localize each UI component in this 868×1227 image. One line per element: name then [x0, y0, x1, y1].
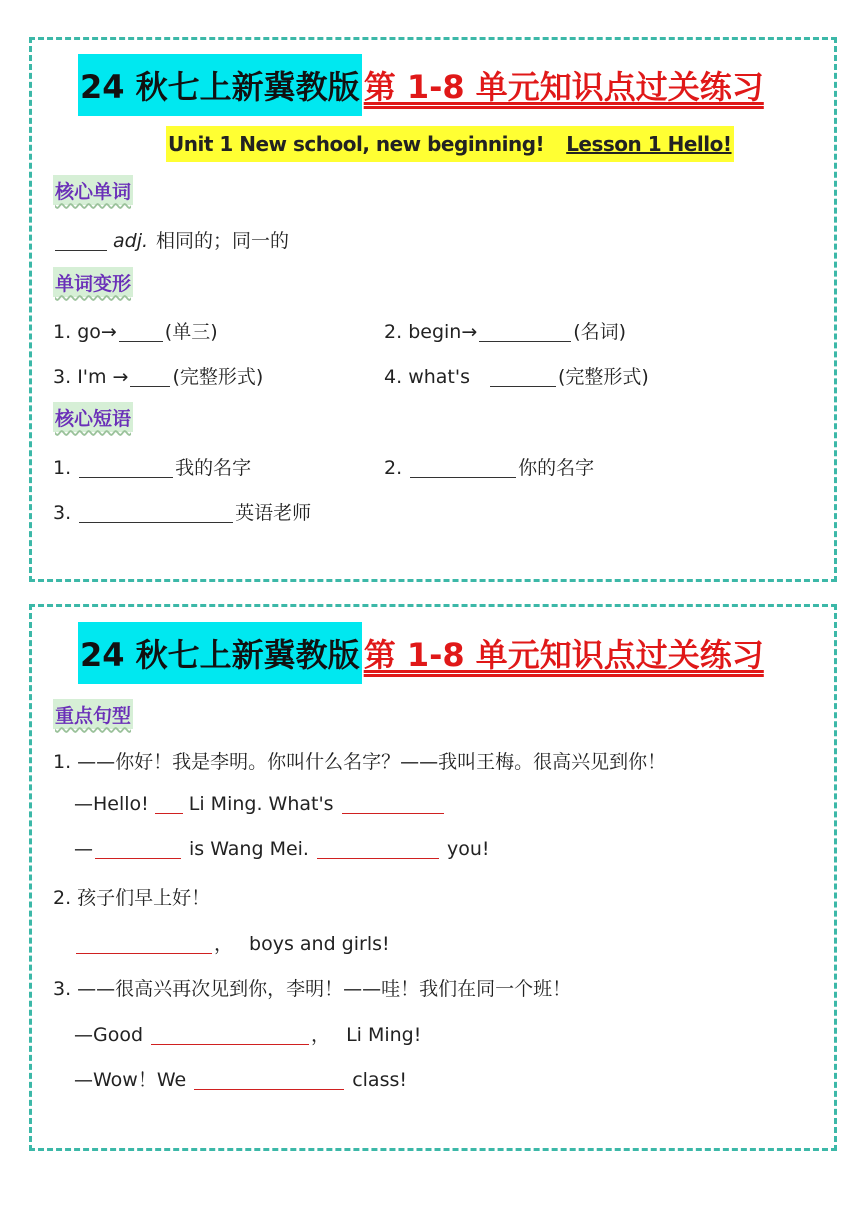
form-item-4: [384, 362, 649, 389]
phrase-meaning: 我的名字: [175, 457, 252, 479]
phrase-meaning: 你的名字: [518, 457, 595, 479]
section-word-forms: 单词变形: [53, 267, 133, 297]
answer-blank[interactable]: [95, 857, 181, 859]
section-core-words: 核心单词: [53, 175, 133, 205]
form-hint: (单三): [164, 321, 218, 343]
phrase-item-2: [384, 453, 594, 480]
part-of-speech: adj.: [113, 230, 149, 252]
answer-blank[interactable]: [317, 857, 439, 859]
q3-text-start2: —Wow！We: [74, 1069, 187, 1091]
answer-blank[interactable]: [155, 812, 183, 814]
answer-blank[interactable]: [76, 952, 212, 954]
answer-blank[interactable]: [479, 340, 571, 342]
phrase-item-1: [53, 453, 251, 480]
answer-blank[interactable]: [410, 476, 516, 478]
q3-text-end: Li Ming!: [346, 1024, 422, 1046]
answer-blank[interactable]: [79, 521, 233, 523]
q3-text-start: —Good: [74, 1024, 144, 1046]
worksheet-title: [78, 622, 764, 684]
q1-text-mid: Li Ming. What's: [188, 793, 334, 815]
q1-text-end: you!: [446, 838, 490, 860]
word-meaning: 相同的；同一的: [156, 230, 290, 252]
q1-text-mid2: is Wang Mei.: [189, 838, 309, 860]
q1-dash: —: [74, 838, 93, 860]
unit-title: Unit 1 New school, new beginning!: [168, 132, 545, 156]
form-word: begin→: [408, 321, 478, 343]
answer-blank[interactable]: [79, 476, 173, 478]
lesson-title: Lesson 1 Hello!: [566, 132, 732, 156]
form-word: go→: [77, 321, 117, 343]
title-red: 第 1-8 单元知识点过关练习: [363, 636, 764, 674]
section-core-phrases: 核心短语: [53, 402, 133, 432]
title-highlight: 24 秋七上新冀教版: [78, 54, 362, 116]
q1-answer-line-2: [74, 838, 490, 860]
q3-text-end2: class!: [352, 1069, 407, 1091]
item-number: 4.: [384, 366, 403, 388]
q2-text-end: boys and girls!: [249, 933, 390, 955]
item-number: 1.: [53, 321, 72, 343]
answer-blank[interactable]: [342, 812, 444, 814]
q3-comma: ，: [311, 1024, 331, 1046]
answer-blank[interactable]: [119, 340, 163, 342]
item-number: 3.: [53, 502, 72, 524]
worksheet-card-2: [29, 604, 837, 1151]
form-item-3: [53, 362, 263, 389]
unit-heading: [166, 126, 734, 162]
answer-blank[interactable]: [194, 1088, 344, 1090]
q3-prompt: 3. ——很高兴再次见到你，李明！——哇！我们在同一个班！: [53, 978, 572, 1000]
form-hint: (名词): [573, 321, 627, 343]
q1-prompt: 1. ——你好！我是李明。你叫什么名字？——我叫王梅。很高兴见到你！: [53, 751, 667, 773]
answer-blank[interactable]: [490, 385, 556, 387]
title-highlight: 24 秋七上新冀教版: [78, 622, 362, 684]
answer-blank[interactable]: [130, 385, 170, 387]
item-number: 1.: [53, 457, 72, 479]
item-number: 2.: [384, 321, 403, 343]
form-hint: (完整形式): [557, 366, 649, 388]
item-number: 3.: [53, 366, 72, 388]
form-word: I'm →: [77, 366, 129, 388]
q2-prompt: 2. 孩子们早上好！: [53, 887, 211, 909]
q3-answer-line-2: [74, 1065, 407, 1092]
section-key-sentences: 重点句型: [53, 699, 133, 729]
worksheet-title: [78, 54, 764, 116]
form-item-1: [53, 317, 218, 344]
answer-blank[interactable]: [55, 249, 107, 251]
word-item-1: [53, 226, 289, 253]
q2-answer-line: [74, 929, 390, 956]
q1-answer-line-1: [74, 793, 446, 815]
phrase-meaning: 英语老师: [235, 502, 312, 524]
form-word: what's: [408, 366, 470, 388]
form-item-2: [384, 317, 626, 344]
q3-answer-line-1: [74, 1020, 421, 1047]
item-number: 2.: [384, 457, 403, 479]
q1-text-start: —Hello!: [74, 793, 149, 815]
phrase-item-3: [53, 498, 311, 525]
answer-blank[interactable]: [151, 1043, 309, 1045]
worksheet-card-1: [29, 37, 837, 582]
title-red: 第 1-8 单元知识点过关练习: [363, 68, 764, 106]
q2-comma: ，: [214, 933, 234, 955]
form-hint: (完整形式): [172, 366, 264, 388]
